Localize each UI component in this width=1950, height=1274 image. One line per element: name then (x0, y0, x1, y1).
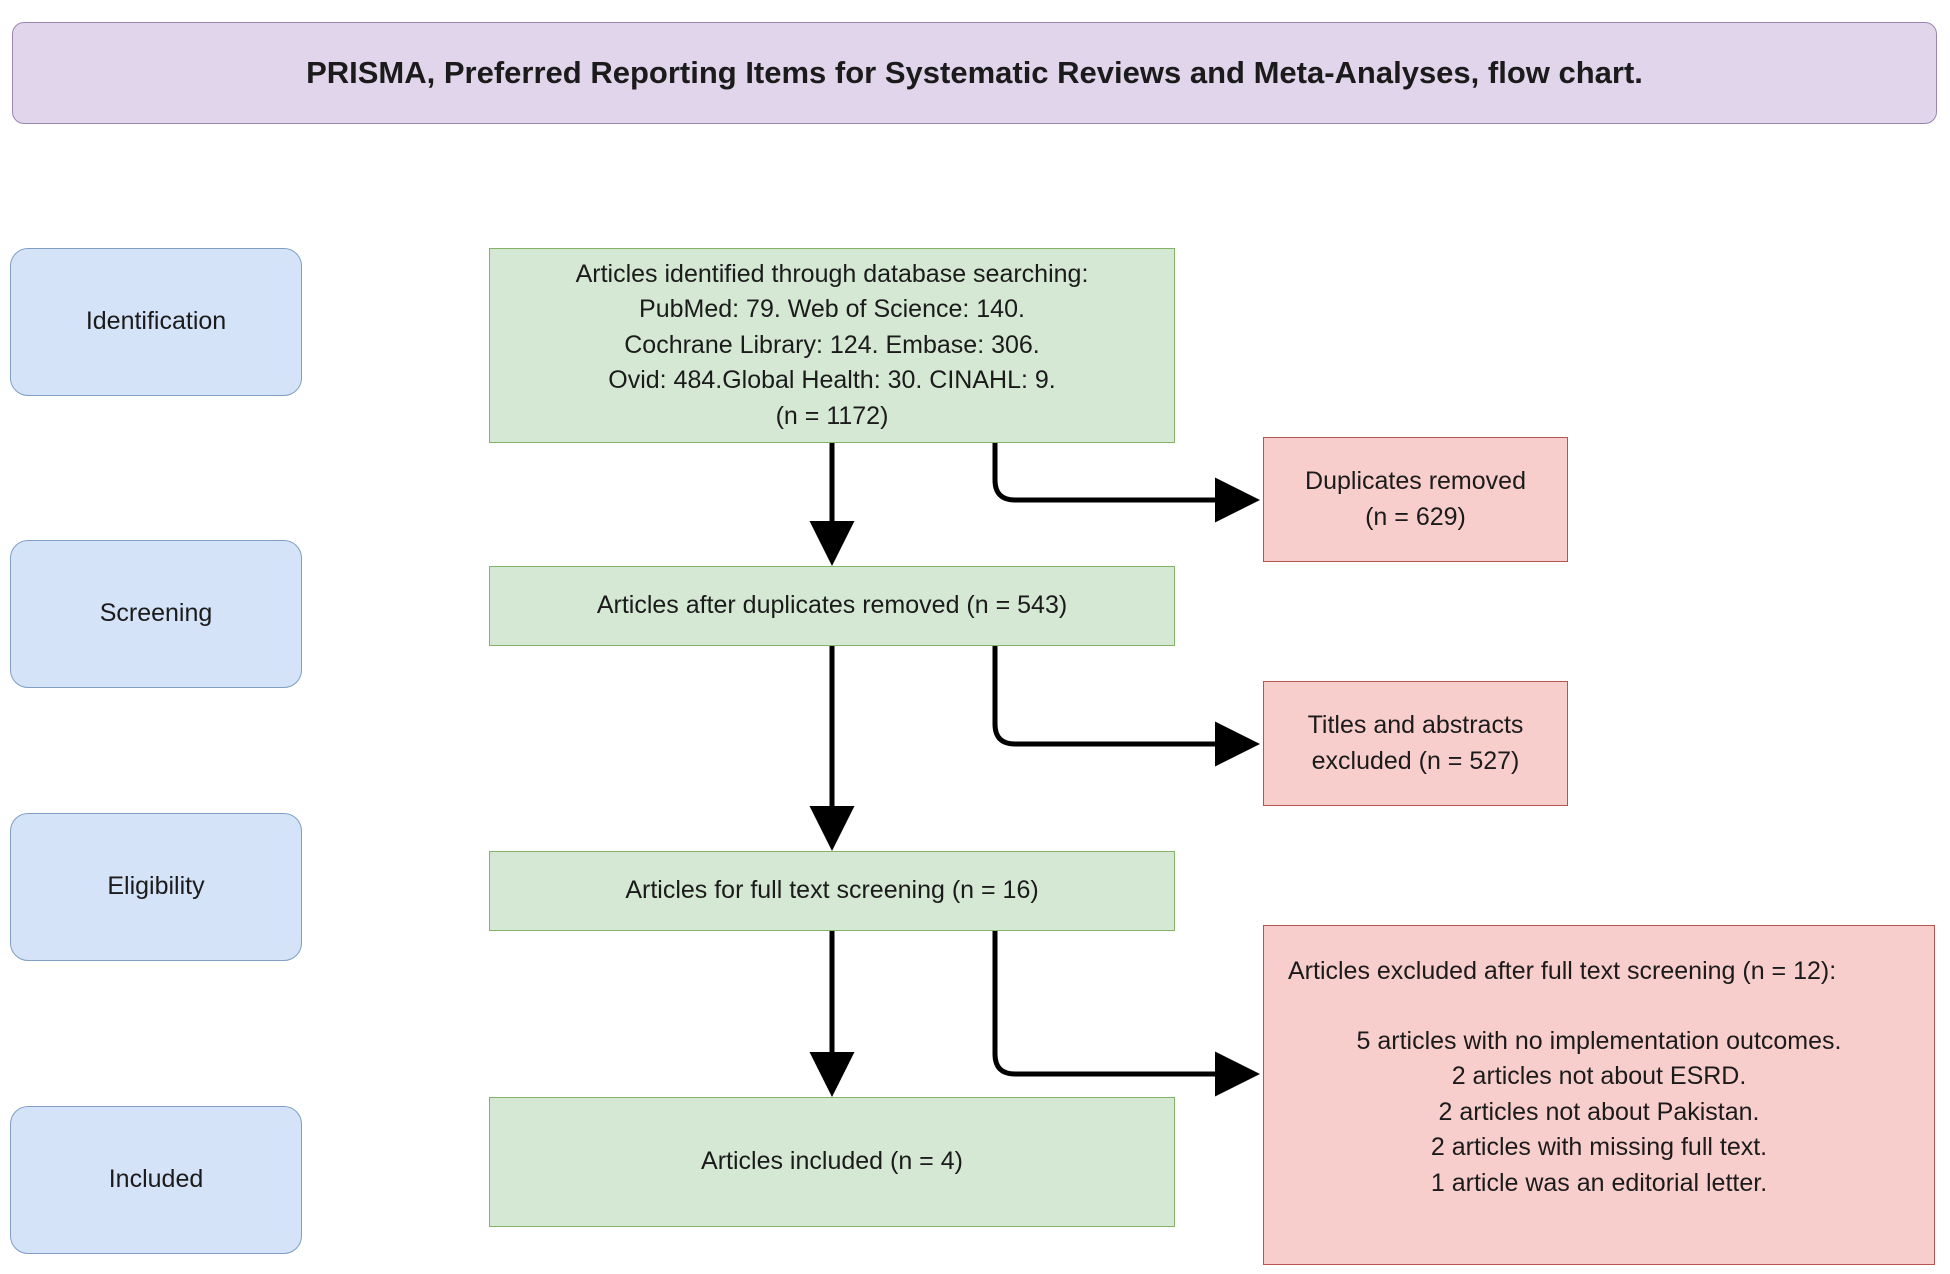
stage-label-text: Eligibility (107, 872, 205, 901)
stage-label-included (10, 1106, 302, 1254)
included-text: Articles included (n = 4) (701, 1147, 963, 1176)
duplicates-line-1: Duplicates removed (1305, 467, 1526, 495)
after-duplicates-text: Articles after duplicates removed (n = 543) (596, 591, 1068, 620)
identified-line-2: PubMed: 79. Web of Science: 140. (639, 295, 1025, 324)
excluded-reason: 2 articles with missing full text. (1430, 1133, 1768, 1161)
stage-label-text: Screening (99, 599, 213, 628)
excluded-reason: 2 articles not about Pakistan. (1438, 1097, 1760, 1126)
arrow-full-text-to-excluded (995, 931, 1250, 1074)
stage-label-text: Included (108, 1165, 204, 1194)
full-text-text: Articles for full text screening (n = 16) (625, 876, 1039, 905)
identified-line-3: Cochrane Library: 124. Embase: 306. (624, 330, 1040, 359)
excluded-reason: 5 articles with no implementation outcomes. (1356, 1026, 1842, 1055)
identified-line-4: Ovid: 484.Global Health: 30. CINAHL: 9. (608, 366, 1056, 395)
excluded-reasons (1288, 1024, 1910, 1202)
stage-label-identification (10, 248, 302, 396)
identified-line-5: (n = 1172) (775, 401, 889, 430)
box-articles-full-text-screening (489, 851, 1175, 931)
duplicates-line-2: (n = 629) (1365, 502, 1466, 531)
excluded-reason: 2 articles not about ESRD. (1451, 1062, 1747, 1090)
excluded-reason: 1 article was an editorial letter. (1430, 1168, 1768, 1197)
page-title: PRISMA, Preferred Reporting Items for Systematic Reviews and Meta-Analyses, flow chart. (12, 22, 1937, 124)
stage-label-text: Identification (85, 307, 227, 336)
identified-line-1: Articles identified through database searching: (575, 259, 1089, 288)
stage-label-screening (10, 540, 302, 688)
excluded-heading: Articles excluded after full text screening (n = 12): (1288, 957, 1837, 985)
arrow-after-duplicates-to-titles-excluded (995, 646, 1250, 744)
titles-line-2: excluded (n = 527) (1311, 746, 1520, 775)
box-full-text-excluded (1263, 925, 1935, 1265)
box-articles-after-duplicates (489, 566, 1175, 646)
box-duplicates-removed (1263, 437, 1568, 562)
box-titles-abstracts-excluded (1263, 681, 1568, 806)
arrow-identified-to-duplicates-removed (995, 443, 1250, 500)
titles-line-1: Titles and abstracts (1307, 711, 1524, 739)
stage-label-eligibility (10, 813, 302, 961)
box-articles-included (489, 1097, 1175, 1227)
box-articles-identified (489, 248, 1175, 443)
